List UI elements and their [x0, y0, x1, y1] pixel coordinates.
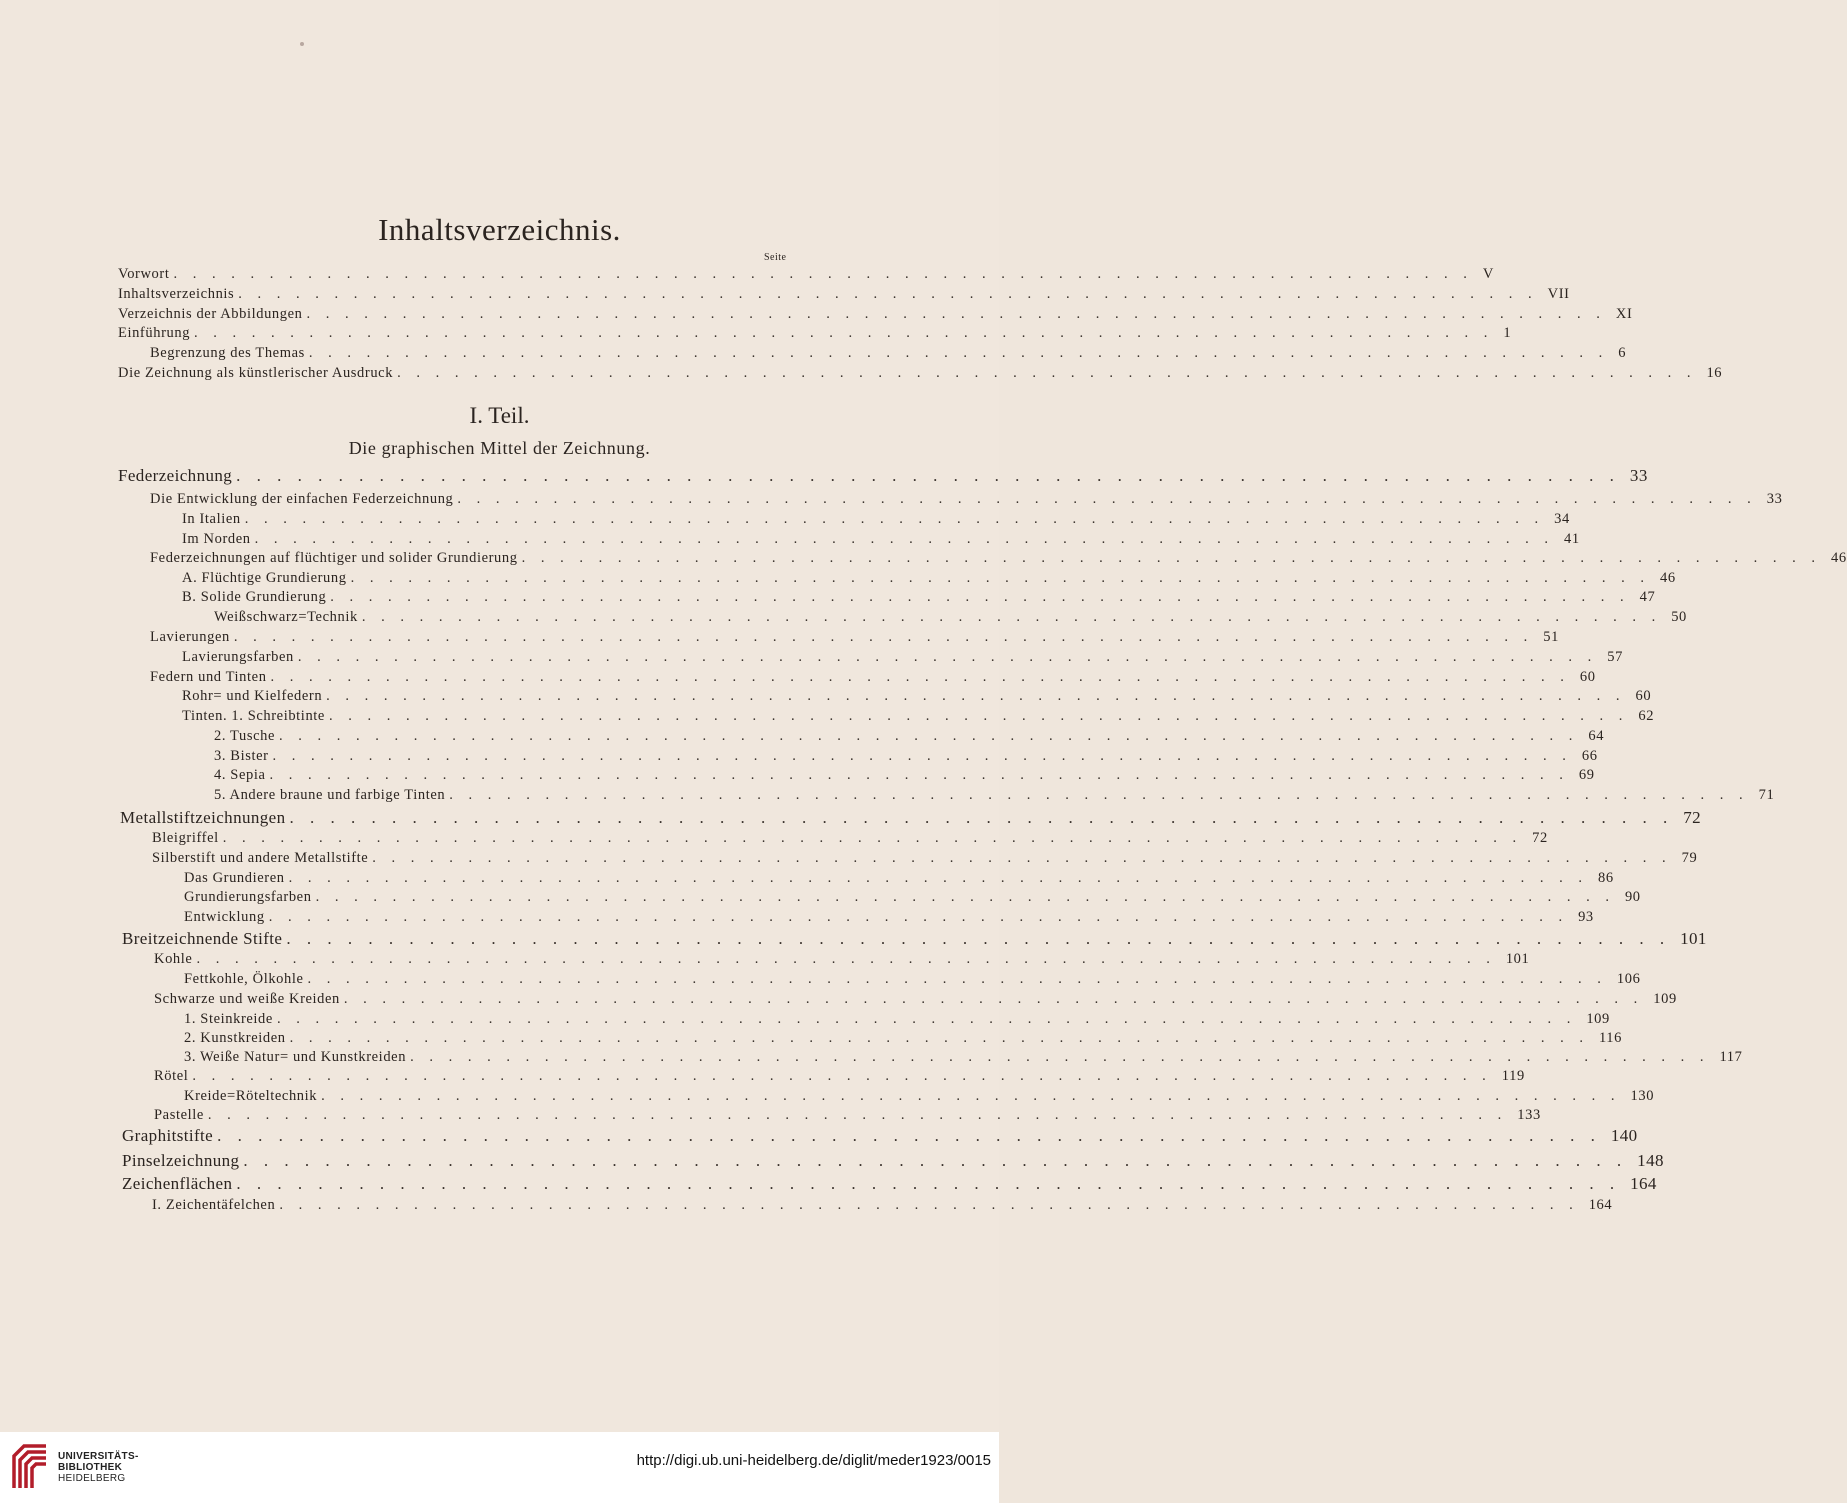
toc-entry-label: Grundierungsfarben [184, 889, 312, 905]
toc-chapter-row [122, 1126, 1638, 1146]
toc-page-number: 117 [1719, 1049, 1743, 1065]
toc-row [184, 1030, 1623, 1047]
toc-entry-label: Entwicklung [184, 909, 265, 925]
toc-page-number: V [1482, 266, 1494, 282]
toc-page-number: 51 [1543, 629, 1559, 645]
toc-entry-label: Bleigriffel [152, 830, 219, 846]
dot-leader: . . . . . . . . . . . . . . . . . . . . . . . . . . . . . . . . . . . . . . . . . . . . . . . . . . . . . . . . . . . . . . . . . . . . [343, 991, 1644, 1007]
toc-page-number: 33 [1629, 466, 1648, 485]
dot-leader: . . . . . . . . . . . . . . . . . . . . . . . . . . . . . . . . . . . . . . . . . . . . . . . . . . . . . . . . . . . . . . . . . . . . [315, 889, 1615, 905]
toc-entry-label: 4. Sepia [214, 767, 266, 783]
toc-page-number: 60 [1579, 669, 1596, 685]
toc-page-number: 50 [1671, 609, 1687, 625]
toc-entry-label: Federn und Tinten [150, 669, 267, 685]
toc-entry-label: Schwarze und weiße Kreiden [154, 991, 340, 1007]
toc-entry-label: 3. Bister [214, 748, 269, 764]
toc-entry-label: Kreide=Röteltechnik [184, 1088, 318, 1104]
toc-entry-label: Die Zeichnung als künstlerischer Ausdruck [118, 365, 394, 381]
toc-entry-label: Verzeichnis der Abbildungen [118, 306, 303, 322]
dot-leader: . . . . . . . . . . . . . . . . . . . . . . . . . . . . . . . . . . . . . . . . . . . . . . . . . . . . . . . . . . . . . . . . . . . . [196, 951, 1496, 967]
dot-leader: . . . . . . . . . . . . . . . . . . . . . . . . . . . . . . . . . . . . . . . . . . . . . . . . . . . . . . . . . . . . . . . . . . . . [306, 306, 1606, 322]
toc-page-number: XI [1615, 306, 1633, 322]
part-heading: I. Teil. [469, 403, 530, 428]
toc-row [150, 550, 1847, 567]
dot-leader: . . . . . . . . . . . . . . . . . . . . . . . . . . . . . . . . . . . . . . . . . . . . . . . . . . . . . . . . . . . . . . . . . . . . [321, 1088, 1621, 1104]
toc-entry-label: Federzeichnung [118, 466, 233, 485]
dot-leader: . . . . . . . . . . . . . . . . . . . . . . . . . . . . . . . . . . . . . . . . . . . . . . . . . . . . . . . . . . . . . . . . . . . . [286, 929, 1671, 948]
dot-leader: . . . . . . . . . . . . . . . . . . . . . . . . . . . . . . . . . . . . . . . . . . . . . . . . . . . . . . . . . . . . . . . . . . . . [330, 589, 1630, 605]
toc-entry-label: Kohle [154, 951, 193, 967]
toc-page-number: 119 [1501, 1068, 1525, 1084]
toc-page-number: 164 [1630, 1174, 1657, 1193]
page-title: Inhaltsverzeichnis. [378, 212, 621, 247]
toc-page-number: 47 [1639, 589, 1656, 605]
toc-entry-label: Tinten. 1. Schreibtinte [182, 708, 325, 724]
dot-leader: . . . . . . . . . . . . . . . . . . . . . . . . . . . . . . . . . . . . . . . . . . . . . . . . . . . . . . . . . . . . . . . . . . . . [254, 531, 1554, 547]
dot-leader: . . . . . . . . . . . . . . . . . . . . . . . . . . . . . . . . . . . . . . . . . . . . . . . . . . . . . . . . . . . . . . . . . . . . [328, 708, 1629, 724]
toc-row [118, 365, 1723, 382]
toc-entry-label: Rohr= und Kielfedern [182, 688, 323, 704]
dot-leader: . . . . . . . . . . . . . . . . . . . . . . . . . . . . . . . . . . . . . . . . . . . . . . . . . . . . . . . . . . . . . . . . . . . . [192, 1068, 1492, 1084]
toc-page-number: 86 [1597, 870, 1614, 886]
library-name-line2: BIBLIOTHEK [58, 1462, 123, 1473]
toc-row [150, 629, 1559, 646]
dot-leader: . . . . . . . . . . . . . . . . . . . . . . . . . . . . . . . . . . . . . . . . . . . . . . . . . . . . . . . . . . . . . . . . . . . . [297, 649, 1598, 665]
toc-row [182, 649, 1623, 666]
toc-row [214, 609, 1687, 626]
source-url[interactable]: http://digi.ub.uni-heidelberg.de/diglit/meder1923/0015 [636, 1452, 991, 1469]
dot-leader: . . . . . . . . . . . . . . . . . . . . . . . . . . . . . . . . . . . . . . . . . . . . . . . . . . . . . . . . . . . . . . . . . . . . [236, 466, 1620, 485]
toc-page-number: 109 [1586, 1011, 1610, 1027]
toc-page-number: 90 [1624, 889, 1641, 905]
toc-entry-label: 1. Steinkreide [184, 1011, 273, 1027]
seite-column-label: Seite [764, 252, 787, 263]
dot-leader: . . . . . . . . . . . . . . . . . . . . . . . . . . . . . . . . . . . . . . . . . . . . . . . . . . . . . . . . . . . . . . . . . . . . [222, 830, 1523, 846]
toc-row [154, 1107, 1541, 1124]
toc-page-number: 140 [1610, 1126, 1638, 1145]
dot-leader: . . . . . . . . . . . . . . . . . . . . . . . . . . . . . . . . . . . . . . . . . . . . . . . . . . . . . . . . . . . . . . . . . . . . [233, 629, 1534, 645]
library-name-line3: HEIDELBERG [58, 1473, 126, 1484]
dot-leader: . . . . . . . . . . . . . . . . . . . . . . . . . . . . . . . . . . . . . . . . . . . . . . . . . . . . . . . . . . . . . . . . . . . . [288, 870, 1588, 886]
toc-page-number: 79 [1681, 850, 1698, 866]
dot-leader: . . . . . . . . . . . . . . . . . . . . . . . . . . . . . . . . . . . . . . . . . . . . . . . . . . . . . . . . . . . . . . . . . . . . [268, 909, 1569, 925]
toc-page-number: 101 [1505, 951, 1530, 967]
toc-page-number: 130 [1630, 1088, 1655, 1104]
toc-chapter-row [122, 1151, 1664, 1171]
toc-row [150, 491, 1783, 508]
toc-row [184, 1088, 1655, 1105]
toc-entry-label: 2. Tusche [214, 728, 275, 744]
toc-page-number: 116 [1599, 1030, 1623, 1046]
toc-page-number: 133 [1517, 1107, 1541, 1123]
toc-entry-label: B. Solide Grundierung [182, 589, 327, 605]
toc-row [182, 688, 1652, 705]
toc-entry-label: Lavierungen [150, 629, 230, 645]
dot-leader: . . . . . . . . . . . . . . . . . . . . . . . . . . . . . . . . . . . . . . . . . . . . . . . . . . . . . . . . . . . . . . . . . . . . [350, 570, 1650, 586]
toc-row [150, 345, 1627, 362]
toc-entry-label: Einführung [118, 325, 191, 341]
toc-page-number: 66 [1581, 748, 1598, 764]
toc-entry-label: Zeichenflächen [122, 1174, 233, 1193]
toc-row [150, 669, 1596, 686]
toc-page-number: 6 [1618, 345, 1627, 361]
toc-page-number: 101 [1680, 929, 1707, 948]
toc-entry-label: Rötel [154, 1068, 189, 1084]
toc-entry-label: Inhaltsverzeichnis [118, 286, 235, 302]
dot-leader: . . . . . . . . . . . . . . . . . . . . . . . . . . . . . . . . . . . . . . . . . . . . . . . . . . . . . . . . . . . . . . . . . . . . [449, 787, 1749, 803]
dot-leader: . . . . . . . . . . . . . . . . . . . . . . . . . . . . . . . . . . . . . . . . . . . . . . . . . . . . . . . . . . . . . . . . . . . . [521, 550, 1821, 566]
toc-page-number: 72 [1683, 808, 1702, 827]
toc-row [182, 708, 1655, 725]
dot-leader: . . . . . . . . . . . . . . . . . . . . . . . . . . . . . . . . . . . . . . . . . . . . . . . . . . . . . . . . . . . . . . . . . . . . [270, 669, 1570, 685]
university-library-logo-icon [10, 1442, 50, 1492]
toc-chapter-row [122, 929, 1707, 949]
toc-page-number: 34 [1554, 511, 1570, 527]
dot-leader: . . . . . . . . . . . . . . . . . . . . . . . . . . . . . . . . . . . . . . . . . . . . . . . . . . . . . . . . . . . . . . . . . . . . [238, 286, 1538, 302]
dot-leader: . . . . . . . . . . . . . . . . . . . . . . . . . . . . . . . . . . . . . . . . . . . . . . . . . . . . . . . . . . . . . . . . . . . . [372, 850, 1672, 866]
toc-entry-label: Begrenzung des Themas [150, 345, 305, 361]
dot-leader: . . . . . . . . . . . . . . . . . . . . . . . . . . . . . . . . . . . . . . . . . . . . . . . . . . . . . . . . . . . . . . . . . . . . [217, 1126, 1601, 1145]
toc-entry-label: Graphitstifte [122, 1126, 214, 1145]
toc-entry-label: Lavierungsfarben [182, 649, 294, 665]
toc-row [184, 1011, 1610, 1028]
dot-leader: . . . . . . . . . . . . . . . . . . . . . . . . . . . . . . . . . . . . . . . . . . . . . . . . . . . . . . . . . . . . . . . . . . . . [457, 491, 1757, 507]
dot-leader: . . . . . . . . . . . . . . . . . . . . . . . . . . . . . . . . . . . . . . . . . . . . . . . . . . . . . . . . . . . . . . . . . . . . [276, 1011, 1577, 1027]
toc-row [152, 1197, 1613, 1214]
toc-page-number: 46 [1830, 550, 1847, 566]
toc-entry-label: Das Grundieren [184, 870, 285, 886]
toc-row [214, 728, 1605, 745]
toc-page-number: 148 [1637, 1151, 1664, 1170]
toc-row [118, 266, 1494, 283]
dot-leader: . . . . . . . . . . . . . . . . . . . . . . . . . . . . . . . . . . . . . . . . . . . . . . . . . . . . . . . . . . . . . . . . . . . . [289, 808, 1674, 827]
toc-page-number: 109 [1653, 991, 1677, 1007]
toc-row [154, 991, 1677, 1008]
dot-leader: . . . . . . . . . . . . . . . . . . . . . . . . . . . . . . . . . . . . . . . . . . . . . . . . . . . . . . . . . . . . . . . . . . . . [289, 1030, 1589, 1046]
toc-entry-label: Im Norden [182, 531, 251, 547]
paper-speck [300, 42, 304, 46]
toc-chapter-row [122, 1174, 1657, 1194]
toc-row [154, 1068, 1525, 1085]
toc-entry-label: Weißschwarz=Technik [214, 609, 358, 625]
toc-row [184, 971, 1641, 988]
toc-entry-label: Breitzeichnende Stifte [122, 929, 283, 948]
toc-row [214, 767, 1595, 784]
toc-entry-label: Pinselzeichnung [122, 1151, 240, 1170]
toc-row [182, 589, 1656, 606]
toc-row [182, 511, 1570, 528]
toc-row [214, 787, 1775, 804]
toc-page-number: 106 [1616, 971, 1641, 987]
dot-leader: . . . . . . . . . . . . . . . . . . . . . . . . . . . . . . . . . . . . . . . . . . . . . . . . . . . . . . . . . . . . . . . . . . . . [173, 266, 1473, 282]
toc-page-number: 64 [1588, 728, 1605, 744]
library-name [58, 1451, 139, 1484]
dot-leader: . . . . . . . . . . . . . . . . . . . . . . . . . . . . . . . . . . . . . . . . . . . . . . . . . . . . . . . . . . . . . . . . . . . . [243, 1151, 1628, 1170]
part-subtitle: Die graphischen Mittel der Zeichnung. [348, 438, 651, 458]
toc-row [184, 889, 1641, 906]
toc-entry-label: Pastelle [154, 1107, 204, 1123]
toc-entry-label: A. Flüchtige Grundierung [182, 570, 347, 586]
toc-chapter-row [118, 466, 1648, 486]
dot-leader: . . . . . . . . . . . . . . . . . . . . . . . . . . . . . . . . . . . . . . . . . . . . . . . . . . . . . . . . . . . . . . . . . . . . [361, 609, 1662, 625]
toc-entry-label: 3. Weiße Natur= und Kunstkreiden [184, 1049, 407, 1065]
dot-leader: . . . . . . . . . . . . . . . . . . . . . . . . . . . . . . . . . . . . . . . . . . . . . . . . . . . . . . . . . . . . . . . . . . . . [279, 728, 1579, 744]
toc-page-number: 60 [1635, 688, 1652, 704]
toc-row [214, 748, 1598, 765]
toc-page-number: 93 [1578, 909, 1594, 925]
library-name-line1: UNIVERSITÄTS- [58, 1451, 139, 1462]
toc-row [184, 1049, 1743, 1066]
toc-row [182, 570, 1676, 587]
dot-leader: . . . . . . . . . . . . . . . . . . . . . . . . . . . . . . . . . . . . . . . . . . . . . . . . . . . . . . . . . . . . . . . . . . . . [194, 325, 1494, 341]
toc-entry-label: Die Entwicklung der einfachen Federzeichnung [150, 491, 454, 507]
toc-entry-label: 5. Andere braune und farbige Tinten [214, 787, 446, 803]
toc-row [182, 531, 1580, 548]
toc-entry-label: Silberstift und andere Metallstifte [152, 850, 369, 866]
toc-row [118, 306, 1633, 323]
toc-page-number: 69 [1578, 767, 1595, 783]
toc-page-number: 16 [1706, 365, 1723, 381]
footer-bar [0, 1432, 999, 1503]
toc-row [118, 286, 1570, 303]
dot-leader: . . . . . . . . . . . . . . . . . . . . . . . . . . . . . . . . . . . . . . . . . . . . . . . . . . . . . . . . . . . . . . . . . . . . [269, 767, 1569, 783]
dot-leader: . . . . . . . . . . . . . . . . . . . . . . . . . . . . . . . . . . . . . . . . . . . . . . . . . . . . . . . . . . . . . . . . . . . . [244, 511, 1545, 527]
toc-page-number: 33 [1766, 491, 1783, 507]
toc-page-number: 46 [1660, 570, 1676, 586]
toc-entry-label: I. Zeichentäfelchen [152, 1197, 276, 1213]
dot-leader: . . . . . . . . . . . . . . . . . . . . . . . . . . . . . . . . . . . . . . . . . . . . . . . . . . . . . . . . . . . . . . . . . . . . [308, 345, 1609, 361]
toc-page-number: VII [1547, 286, 1570, 302]
toc-entry-label: Vorwort [118, 266, 170, 282]
toc-entry-label: Federzeichnungen auf flüchtiger und solider Grundierung [150, 550, 518, 566]
toc-page-number: 72 [1532, 830, 1548, 846]
toc-row [152, 830, 1548, 847]
toc-page-number: 41 [1564, 531, 1580, 547]
toc-row [118, 325, 1512, 342]
toc-entry-label: In Italien [182, 511, 241, 527]
toc-row [152, 850, 1698, 867]
toc-entry-label: Metallstiftzeichnungen [120, 808, 286, 827]
toc-page-number: 71 [1758, 787, 1775, 803]
dot-leader: . . . . . . . . . . . . . . . . . . . . . . . . . . . . . . . . . . . . . . . . . . . . . . . . . . . . . . . . . . . . . . . . . . . . [207, 1107, 1508, 1123]
dot-leader: . . . . . . . . . . . . . . . . . . . . . . . . . . . . . . . . . . . . . . . . . . . . . . . . . . . . . . . . . . . . . . . . . . . . [279, 1197, 1579, 1213]
toc-entry-label: 2. Kunstkreiden [184, 1030, 286, 1046]
dot-leader: . . . . . . . . . . . . . . . . . . . . . . . . . . . . . . . . . . . . . . . . . . . . . . . . . . . . . . . . . . . . . . . . . . . . [236, 1174, 1621, 1193]
toc-row [154, 951, 1530, 968]
toc-entry-label: Fettkohle, Ölkohle [184, 971, 304, 987]
toc-row [184, 909, 1594, 926]
toc-chapter-row [120, 808, 1702, 828]
toc-page-number: 1 [1503, 325, 1512, 341]
dot-leader: . . . . . . . . . . . . . . . . . . . . . . . . . . . . . . . . . . . . . . . . . . . . . . . . . . . . . . . . . . . . . . . . . . . . [326, 688, 1626, 704]
toc-page-number: 62 [1638, 708, 1655, 724]
toc-row [184, 870, 1614, 887]
dot-leader: . . . . . . . . . . . . . . . . . . . . . . . . . . . . . . . . . . . . . . . . . . . . . . . . . . . . . . . . . . . . . . . . . . . . [307, 971, 1607, 987]
dot-leader: . . . . . . . . . . . . . . . . . . . . . . . . . . . . . . . . . . . . . . . . . . . . . . . . . . . . . . . . . . . . . . . . . . . . [272, 748, 1572, 764]
toc-page-number: 164 [1588, 1197, 1613, 1213]
dot-leader: . . . . . . . . . . . . . . . . . . . . . . . . . . . . . . . . . . . . . . . . . . . . . . . . . . . . . . . . . . . . . . . . . . . . [410, 1049, 1710, 1065]
dot-leader: . . . . . . . . . . . . . . . . . . . . . . . . . . . . . . . . . . . . . . . . . . . . . . . . . . . . . . . . . . . . . . . . . . . . [397, 365, 1697, 381]
toc-page-number: 57 [1607, 649, 1623, 665]
